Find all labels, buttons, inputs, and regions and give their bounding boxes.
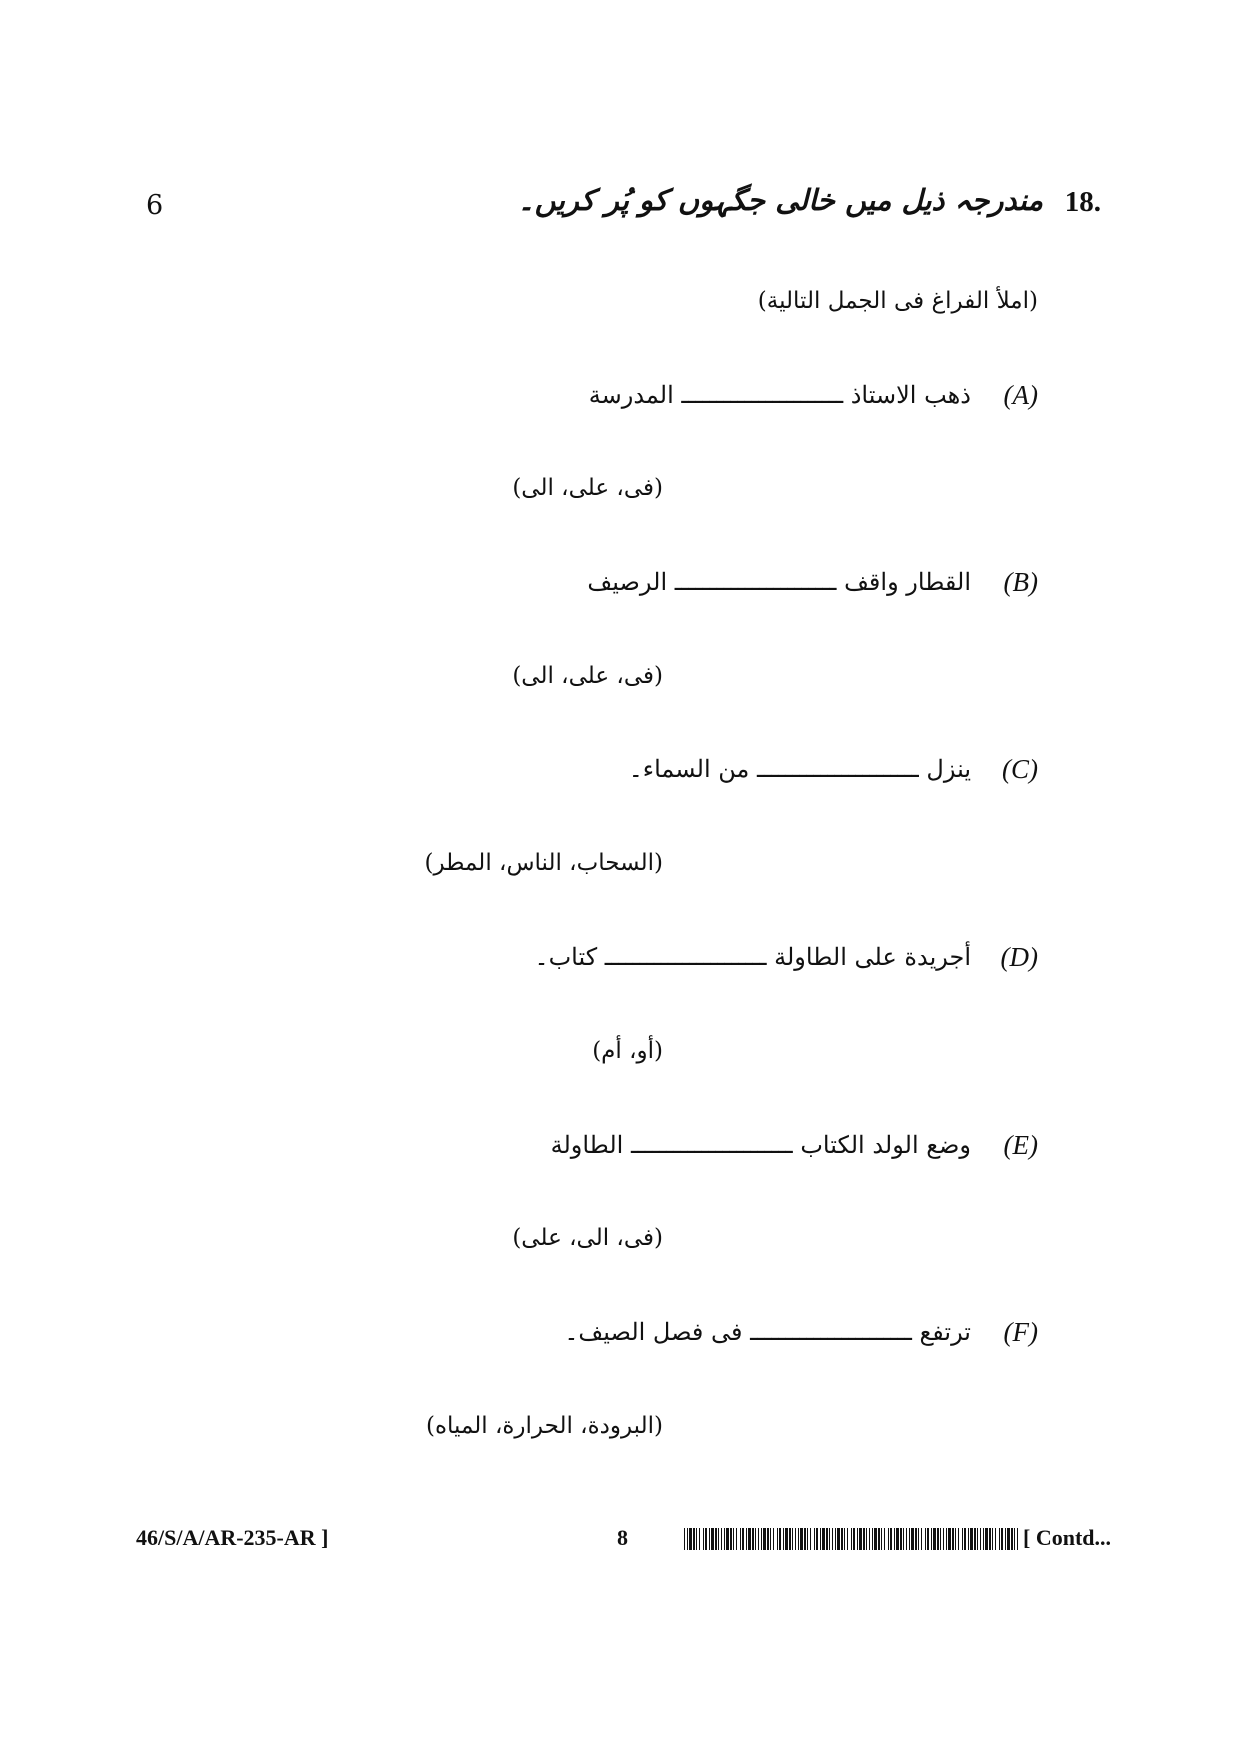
- item-text-f: ترتفع ـــــــــــــــــــــــ فی فصل الصيف۔: [564, 1318, 971, 1346]
- item-options-a: (فی، علی، الی): [512, 475, 663, 501]
- item-options-e: (فی، الی، علی): [512, 1225, 663, 1251]
- item-options-d: (أو، أم): [592, 1038, 663, 1064]
- question-number: 18.: [1064, 186, 1101, 218]
- question-marks: 6: [146, 190, 164, 221]
- paper-code: 46/S/A/AR-235-AR ]: [136, 1525, 329, 1550]
- item-letter-d: (D): [1000, 942, 1038, 972]
- item-text-a: ذهب الاستاذ ـــــــــــــــــــــــ المدرسة: [588, 381, 971, 409]
- item-letter-c: (C): [1002, 754, 1038, 784]
- item-options-c: (السحاب، الناس، المطر): [424, 850, 663, 876]
- item-letter-e: (E): [1003, 1130, 1038, 1160]
- item-options-f: (البرودة، الحرارة، المياه): [425, 1413, 663, 1439]
- item-text-c: ينزل ـــــــــــــــــــــــ من السماء۔: [628, 755, 971, 783]
- item-options-b: (فی، علی، الی): [512, 663, 663, 689]
- page-number: 8: [617, 1525, 628, 1550]
- continued-label: [ Contd...: [1023, 1525, 1112, 1550]
- barcode: [684, 1528, 1020, 1550]
- item-text-e: وضع الولد الكتاب ـــــــــــــــــــــــ الطاولة: [550, 1131, 971, 1159]
- question-instruction: (املأ الفراغ فی الجمل التالیة): [757, 288, 1038, 314]
- item-letter-b: (B): [1003, 567, 1038, 597]
- question-title: مندرجہ ذیل میں خالی جگہوں کو پُر کریں۔: [517, 183, 1043, 217]
- item-text-d: أجريدة على الطاولة ـــــــــــــــــــــــ كتاب۔: [534, 943, 971, 971]
- item-letter-f: (F): [1003, 1317, 1038, 1347]
- item-letter-a: (A): [1003, 380, 1038, 410]
- item-text-b: القطار واقف ـــــــــــــــــــــــ الرصيف: [587, 568, 971, 596]
